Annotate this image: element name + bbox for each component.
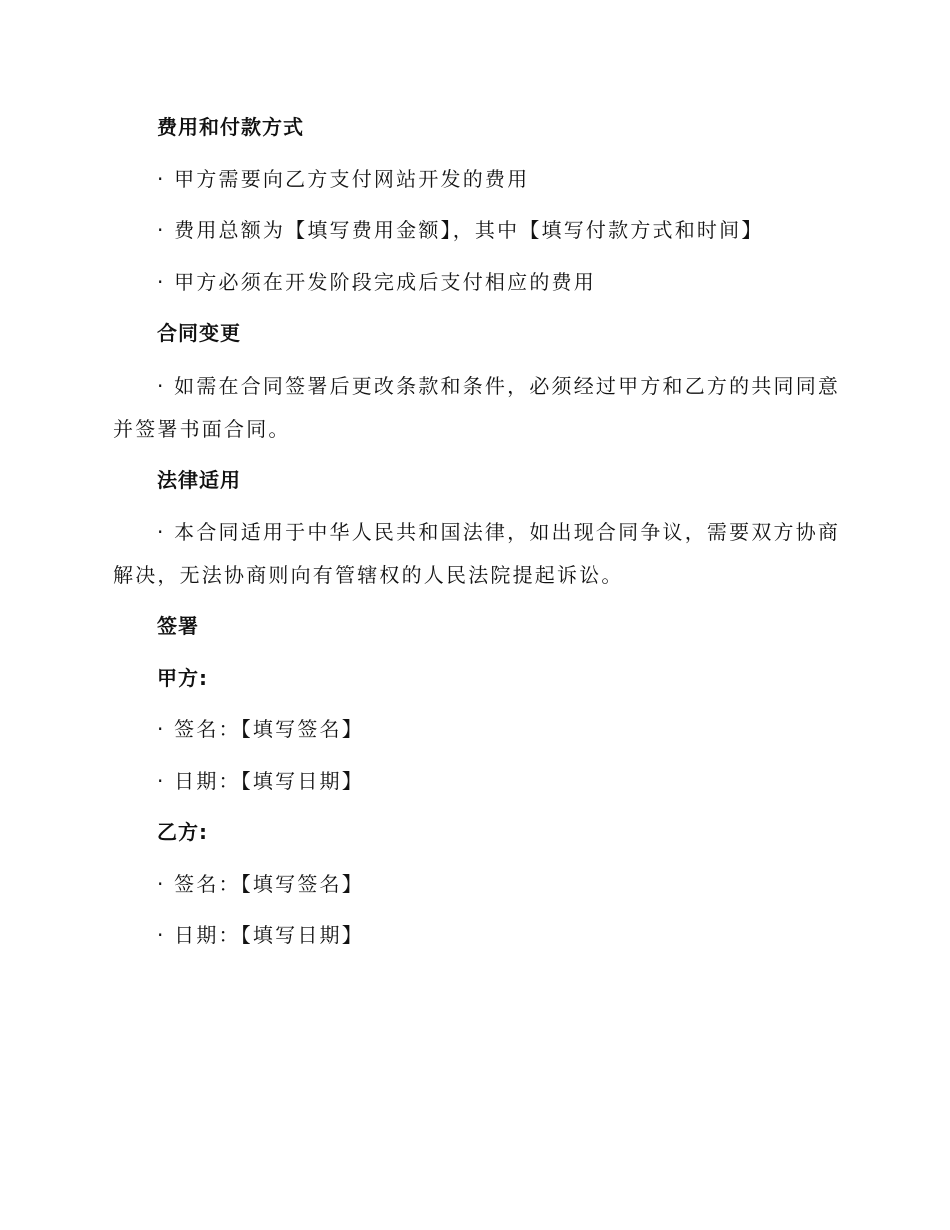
paragraph-line: · 如需在合同签署后更改条款和条件，必须经过甲方和乙方的共同同意 [157,374,841,398]
party-a-label: 甲方: [157,666,208,690]
paragraph-line: 解决，无法协商则向有管辖权的人民法院提起诉讼。 [113,563,624,587]
list-item: · 甲方必须在开发阶段完成后支付相应的费用 [157,270,596,294]
party-a-date-line: · 日期：【填写日期】 [157,769,364,793]
paragraph-line: 并签署书面合同。 [113,417,291,441]
party-a-signature-line: · 签名：【填写签名】 [157,717,364,741]
list-item: · 费用总额为【填写费用金额】，其中【填写付款方式和时间】 [157,218,764,242]
party-b-signature-line: · 签名：【填写签名】 [157,872,364,896]
section-heading-law: 法律适用 [157,468,241,492]
party-b-label: 乙方: [157,820,208,844]
party-b-date-line: · 日期：【填写日期】 [157,923,364,947]
list-item: · 甲方需要向乙方支付网站开发的费用 [157,167,530,191]
section-heading-fees: 费用和付款方式 [157,115,304,139]
section-heading-signing: 签署 [157,614,199,638]
paragraph-line: · 本合同适用于中华人民共和国法律，如出现合同争议，需要双方协商 [157,520,841,544]
section-heading-change: 合同变更 [157,321,241,345]
